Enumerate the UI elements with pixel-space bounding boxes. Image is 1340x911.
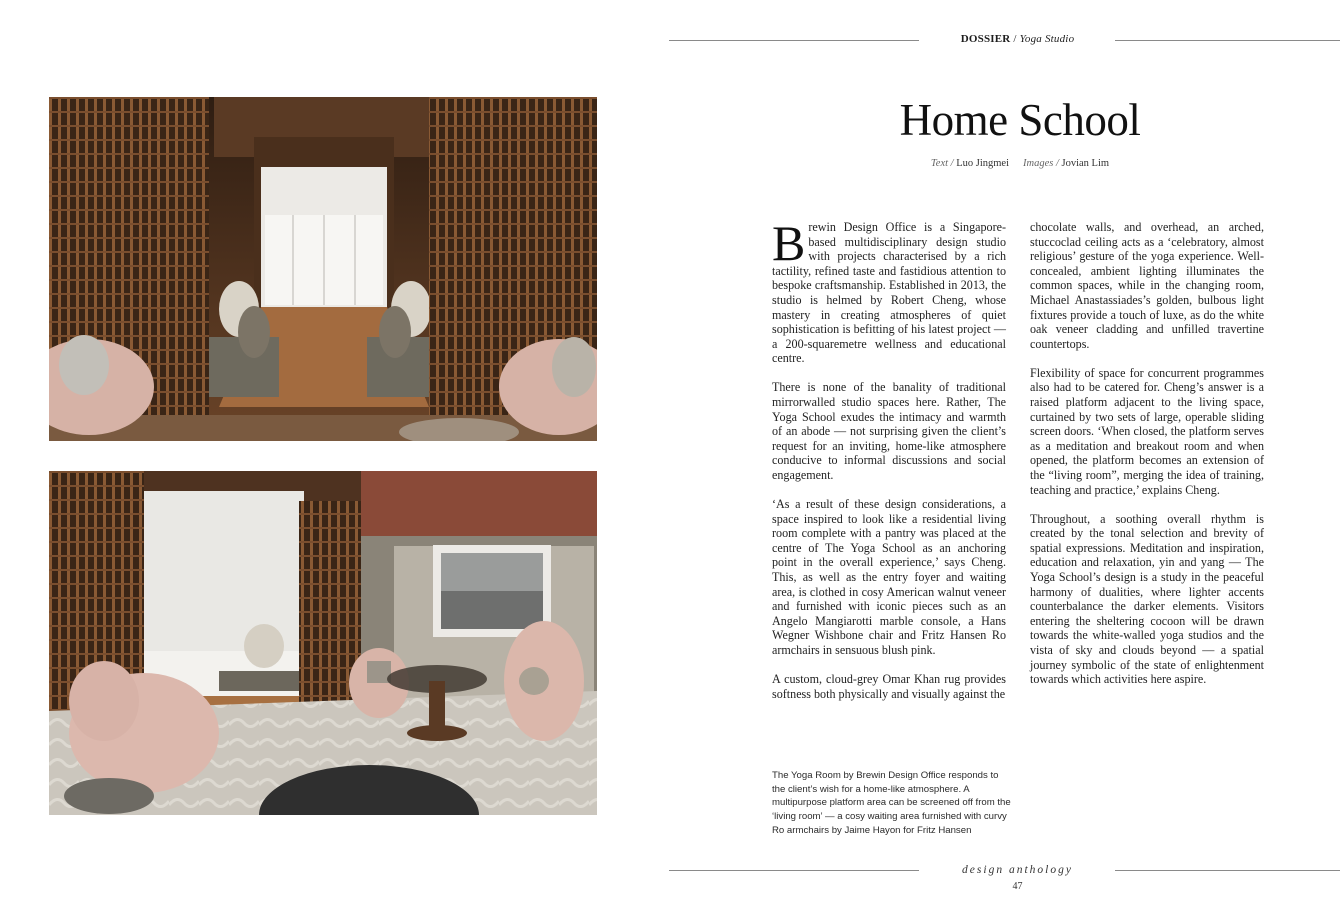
photo-caption: The Yoga Room by Brewin Design Office responds to the client’s wish for a home-like atmosphere. A multipurpose platform area can be screened off from the ‘living room’ — a cosy waiting area furnished with curvy Ro armchairs by Jaime Hayon for Fritz Hansen <box>772 770 1011 836</box>
page-number: 47 <box>1012 881 1023 892</box>
section-name: Yoga Studio <box>1019 33 1075 45</box>
body-paragraph: chocolate walls, and overhead, an arched, stuccoclad ceiling acts as a ‘celebratory, almost religious’ gesture of the yoga experience. Well-concealed, ambient lighting illuminates the common spaces, while in the changing room, Michael Anastassiades’s golden, bulbous light fixtures provide a touch of luxe, as do the white oak veneer cladding and unfilled travertine countertops. <box>1030 220 1264 351</box>
drop-cap: B <box>772 215 806 271</box>
body-paragraph: Throughout, a soothing overall rhythm is created by the tonal selection and brevity of spatial expressions. Meditation and inspiration, education and relaxation, yin and yang — The Yoga School’s design is a study in the peaceful harmony of dualities, where lighter accents counterbalance the darker elements. Visitors entering the sheltering cocoon will be drawn towards the white-walled yoga studios and the vista of sky and clouds beyond — a spatial journey symbolic of the state of enlightenment towards which activities here aspire. <box>1030 511 1264 687</box>
credit-sep-2: / <box>1053 158 1062 169</box>
article-credits <box>780 158 1260 169</box>
header-rule-left <box>669 40 919 41</box>
credit-text-author: Luo Jingmei <box>956 158 1010 169</box>
credit-text-key: Text <box>930 158 949 169</box>
credit-sep-1: / <box>948 158 957 169</box>
footer-rule-left <box>669 870 919 871</box>
header-rule-right <box>1115 40 1340 41</box>
photo-waiting-lounge <box>49 471 597 815</box>
paragraph-text: rewin Design Office is a Singapore-based multidisciplinary design studio with projects characterised by a rich tactility, refined taste and fastidious attention to bespoke craftsmanship. Established in 2013, the studio is helmed by Robert Cheng, whose mastery in creating atmospheres of quiet sophistication is befitting of his latest project — a 200-squaremetre wellness and educational centre. <box>772 220 1006 366</box>
credit-images-key: Images <box>1023 158 1054 169</box>
article-title: Home School <box>899 95 1141 145</box>
section-label <box>920 33 1115 45</box>
section-category: DOSSIER <box>960 33 1011 45</box>
body-paragraph: Flexibility of space for concurrent programmes also had to be catered for. Cheng’s answer is a raised platform adjacent to the living space, curtained by two sets of large, operable sliding screen doors. ‘When closed, the platform serves as a meditation and breakout room and when opened, the platform becomes an extension of the “living room”, merging the idea of training, teaching and practice,’ explains Cheng. <box>1030 365 1264 497</box>
body-paragraph <box>772 215 1006 366</box>
credit-images-photographer: Jovian Lim <box>1061 158 1110 169</box>
body-paragraph: There is none of the banality of traditional mirrorwalled studio spaces here. Rather, The Yoga School exudes the intimacy and warmth of an abode — not surprising given the client’s request for an inviting, home-like atmosphere conducive to informal discussions and social engagement. <box>772 380 1006 482</box>
body-paragraph: A custom, cloud-grey Omar Khan rug provides softness both physically and visually against the <box>772 672 1006 701</box>
photo-platform-screens <box>49 97 597 441</box>
magazine-brand: design anthology <box>962 864 1073 876</box>
body-column-1 <box>772 215 1006 716</box>
body-paragraph: ‘As a result of these design considerations, a space inspired to look like a residential living room complete with a pantry was placed at the centre of The Yoga School as an anchoring point in the overall experience,’ says Cheng. This, as well as the entry foyer and waiting area, is clothed in cosy American walnut veneer and furnished with iconic pieces such as an Angelo Mangiarotti marble console, a Hans Wegner Wishbone chair and Fritz Hansen Ro armchairs in sensuous blush pink. <box>772 497 1006 658</box>
section-separator: / <box>1010 33 1020 45</box>
footer-rule-right <box>1115 870 1340 871</box>
body-column-2 <box>1030 220 1264 701</box>
